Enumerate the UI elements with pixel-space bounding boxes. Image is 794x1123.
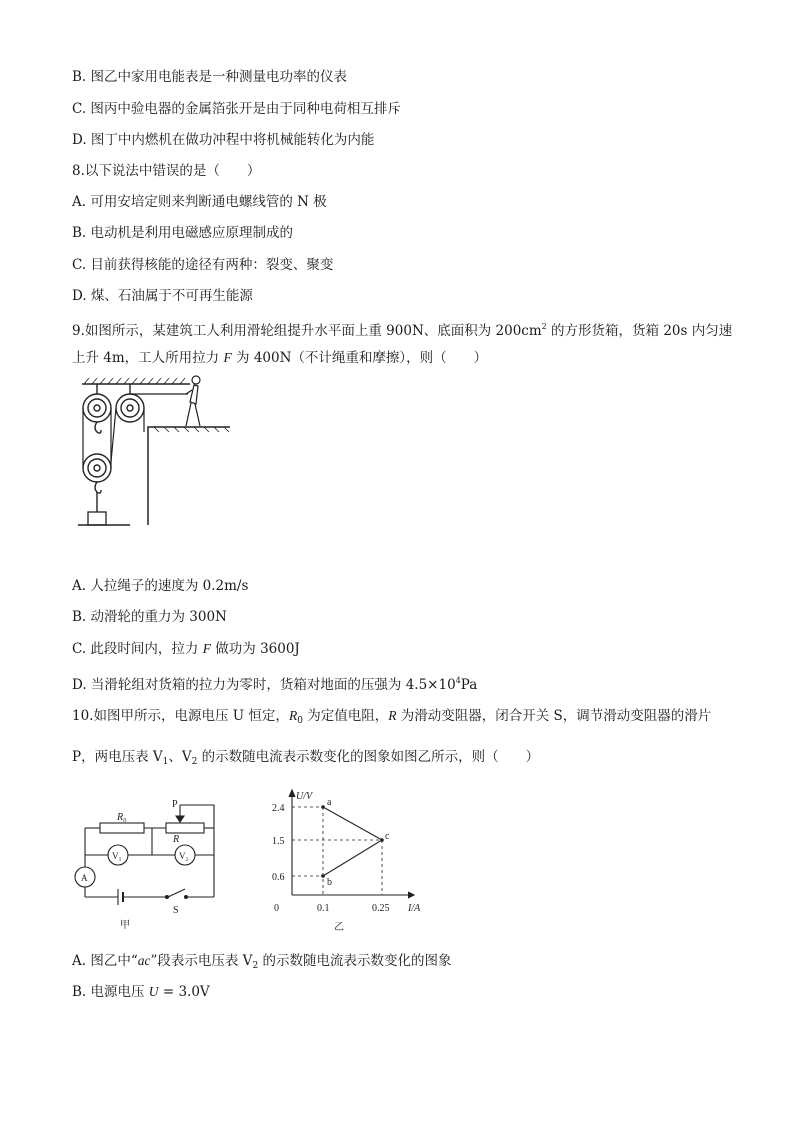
graph-origin: 0 — [274, 903, 279, 914]
q9-stem-line2: 上升 4m，工人所用拉力 F 为 400N（不计绳重和摩擦），则（ ） — [72, 350, 488, 366]
xtick-0-25: 0.25 — [372, 903, 390, 914]
q10-option-a: A. 图乙中“ac”段表示电压表 $V_2$ 的示数随电流表示数变化的图象 — [72, 953, 452, 971]
voltmeter-v2: V₂ — [179, 851, 189, 861]
q9-stem-line1: 9.如图所示，某建筑工人利用滑轮组提升水平面上重 900N、底面积为 $200cm^2$ 的方形货箱，货箱 20s 内匀速 — [72, 322, 733, 339]
q9-option-b: B. 动滑轮的重力为 300N — [72, 609, 227, 625]
pulley-figure — [70, 372, 240, 537]
voltmeter-v1: V₁ — [112, 851, 122, 861]
q7-option-d: D. 图丁中内燃机在做功冲程中将机械能转化为内能 — [72, 132, 375, 148]
ytick-2-4: 2.4 — [272, 803, 285, 814]
point-b: b — [327, 877, 332, 888]
q7-option-c: C. 图丙中验电器的金属箔张开是由于同种电荷相互排斥 — [72, 101, 401, 117]
q8-option-d: D. 煤、石油属于不可再生能源 — [72, 288, 253, 304]
graph-caption: 乙 — [334, 922, 344, 933]
q8-option-a: A. 可用安培定则来判断通电螺线管的 N 极 — [72, 194, 327, 210]
graph-ylabel: U/V — [296, 791, 313, 802]
q9-option-c: C. 此段时间内，拉力 F 做功为 3600J — [72, 641, 300, 657]
q9-option-a: A. 人拉绳子的速度为 0.2m/s — [72, 578, 249, 594]
circuit-caption: 甲 — [120, 920, 130, 931]
q9-option-d: D. 当滑轮组对货箱的拉力为零时，货箱对地面的压强为 $4.5\times 10^4Pa$ — [72, 676, 478, 693]
point-a: a — [327, 797, 332, 808]
q10-option-b: B. 电源电压 U = 3.0V — [72, 984, 210, 1000]
switch-label: S — [173, 905, 179, 916]
q10-stem-line2: P，两电压表 $V_1$、$V_2$ 的示数随电流表示数变化的图象如图乙所示，则（ ） — [72, 749, 540, 767]
slider-label: P — [172, 799, 178, 810]
graph-xlabel: I/A — [408, 903, 421, 914]
circuit-diagram — [70, 795, 230, 935]
xtick-0-1: 0.1 — [317, 903, 330, 914]
q7-option-b: B. 图乙中家用电能表是一种测量电功率的仪表 — [72, 69, 348, 85]
u-i-graph — [262, 787, 432, 947]
q8-option-b: B. 电动机是利用电磁感应原理制成的 — [72, 225, 294, 241]
r-label: R — [173, 834, 180, 845]
ytick-1-5: 1.5 — [272, 836, 285, 847]
point-c: c — [385, 831, 390, 842]
ytick-0-6: 0.6 — [272, 872, 285, 883]
r0-label: R₀ — [117, 812, 127, 823]
ammeter-label: A — [81, 873, 88, 883]
q8-option-c: C. 目前获得核能的途径有两种：裂变、聚变 — [72, 257, 334, 273]
q8-stem: 8.以下说法中错误的是（ ） — [72, 163, 261, 179]
q10-stem-line1: 10.如图甲所示，电源电压 U 恒定，$R_0$ 为定值电阻，R 为滑动变阻器，闭合开关 S，调节滑动变阻器的滑片 — [72, 708, 712, 726]
